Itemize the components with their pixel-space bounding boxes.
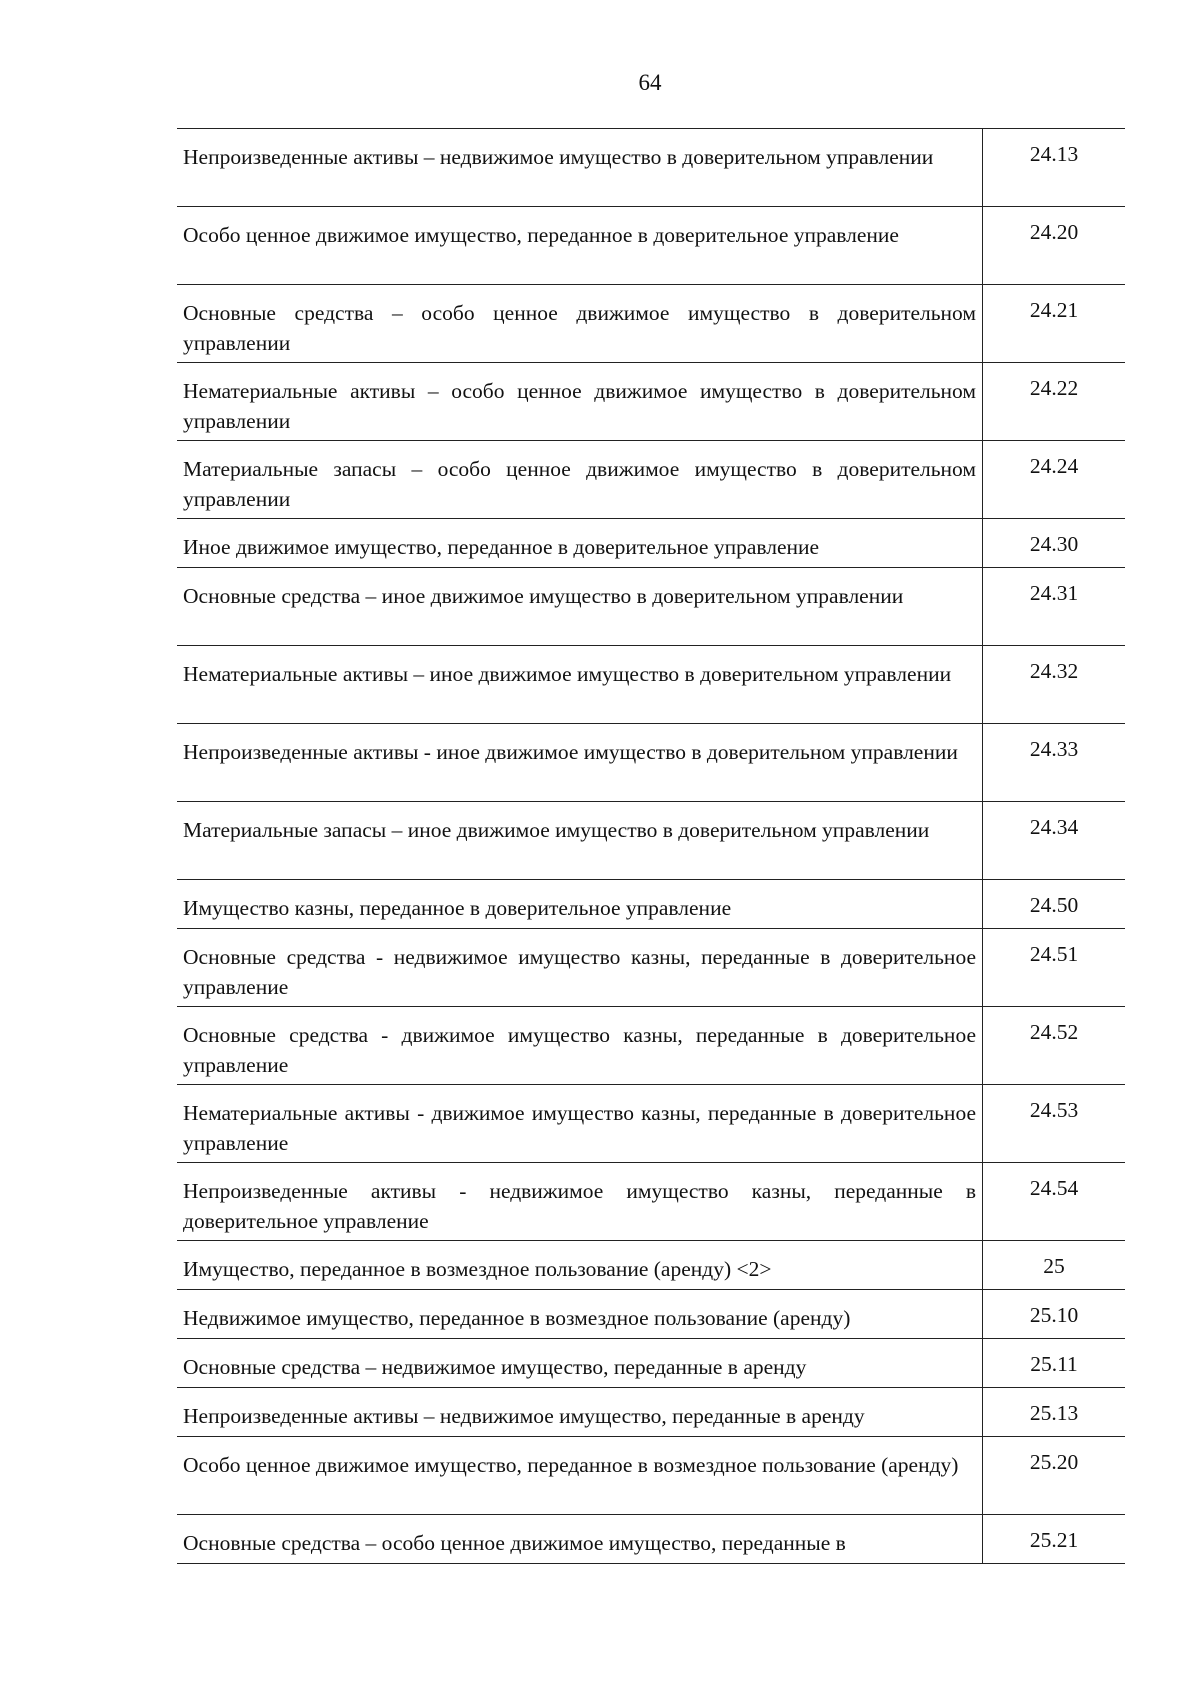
account-code: 24.33 (982, 724, 1125, 801)
account-description: Материальные запасы – особо ценное движимое имущество в доверительном управлении (183, 457, 976, 511)
table-row (177, 285, 1125, 363)
table-row (177, 1290, 1125, 1339)
account-description: Особо ценное движимое имущество, переданное в доверительное управление (183, 223, 899, 247)
table-row (177, 1339, 1125, 1388)
account-description: Недвижимое имущество, переданное в возмездное пользование (аренду) (183, 1306, 851, 1330)
account-description: Особо ценное движимое имущество, переданное в возмездное пользование (аренду) (183, 1453, 959, 1477)
account-description: Непроизведенные активы - иное движимое имущество в доверительном управлении (183, 740, 958, 764)
table-row (177, 1388, 1125, 1437)
accounts-table (177, 128, 1125, 1564)
account-code: 24.52 (982, 1007, 1125, 1084)
table-row (177, 646, 1125, 724)
account-code: 25.10 (982, 1290, 1125, 1338)
table-row (177, 1241, 1125, 1290)
account-code: 25.11 (982, 1339, 1125, 1387)
table-row (177, 802, 1125, 880)
account-description: Нематериальные активы – иное движимое имущество в доверительном управлении (183, 662, 952, 686)
table-row (177, 519, 1125, 568)
table-row (177, 129, 1125, 207)
account-description: Иное движимое имущество, переданное в доверительное управление (183, 535, 820, 559)
account-code: 25.13 (982, 1388, 1125, 1436)
table-row (177, 1437, 1125, 1515)
account-code: 24.51 (982, 929, 1125, 1006)
account-description: Основные средства - движимое имущество казны, переданные в доверительное управление (183, 1023, 976, 1077)
account-description: Непроизведенные активы – недвижимое имущество в доверительном управлении (183, 145, 934, 169)
table-row (177, 441, 1125, 519)
account-description: Основные средства - недвижимое имущество казны, переданные в доверительное управление (183, 945, 976, 999)
account-description: Основные средства – недвижимое имущество, переданные в аренду (183, 1355, 807, 1379)
account-code: 24.22 (982, 363, 1125, 440)
account-description: Имущество, переданное в возмездное пользование (аренду) <2> (183, 1257, 772, 1281)
table-row (177, 1085, 1125, 1163)
account-code: 24.54 (982, 1163, 1125, 1240)
account-code: 24.53 (982, 1085, 1125, 1162)
account-code: 24.34 (982, 802, 1125, 879)
account-description: Имущество казны, переданное в доверительное управление (183, 896, 732, 920)
account-description: Непроизведенные активы – недвижимое имущество, переданные в аренду (183, 1404, 865, 1428)
account-code: 24.20 (982, 207, 1125, 284)
account-code: 24.13 (982, 129, 1125, 206)
table-row (177, 1515, 1125, 1564)
account-description: Нематериальные активы - движимое имущество казны, переданные в доверительное управление (183, 1101, 976, 1155)
table-row (177, 929, 1125, 1007)
account-code: 25 (982, 1241, 1125, 1289)
account-code: 24.31 (982, 568, 1125, 645)
account-description: Материальные запасы – иное движимое имущество в доверительном управлении (183, 818, 930, 842)
table-row (177, 568, 1125, 646)
table-row (177, 1007, 1125, 1085)
table-row (177, 1163, 1125, 1241)
account-code: 24.21 (982, 285, 1125, 362)
account-code: 24.32 (982, 646, 1125, 723)
account-code: 24.50 (982, 880, 1125, 928)
table-row (177, 207, 1125, 285)
account-description: Основные средства – особо ценное движимое имущество в доверительном управлении (183, 301, 976, 355)
table-row (177, 363, 1125, 441)
account-description: Основные средства – особо ценное движимое имущество, переданные в (183, 1531, 846, 1555)
account-description: Основные средства – иное движимое имущество в доверительном управлении (183, 584, 904, 608)
page-number: 64 (638, 70, 662, 95)
account-code: 24.30 (982, 519, 1125, 567)
account-code: 25.21 (982, 1515, 1125, 1563)
table-row (177, 880, 1125, 929)
account-code: 25.20 (982, 1437, 1125, 1514)
account-code: 24.24 (982, 441, 1125, 518)
account-description: Непроизведенные активы - недвижимое имущество казны, переданные в доверительное управление (183, 1179, 976, 1233)
table-row (177, 724, 1125, 802)
account-description: Нематериальные активы – особо ценное движимое имущество в доверительном управлении (183, 379, 976, 433)
